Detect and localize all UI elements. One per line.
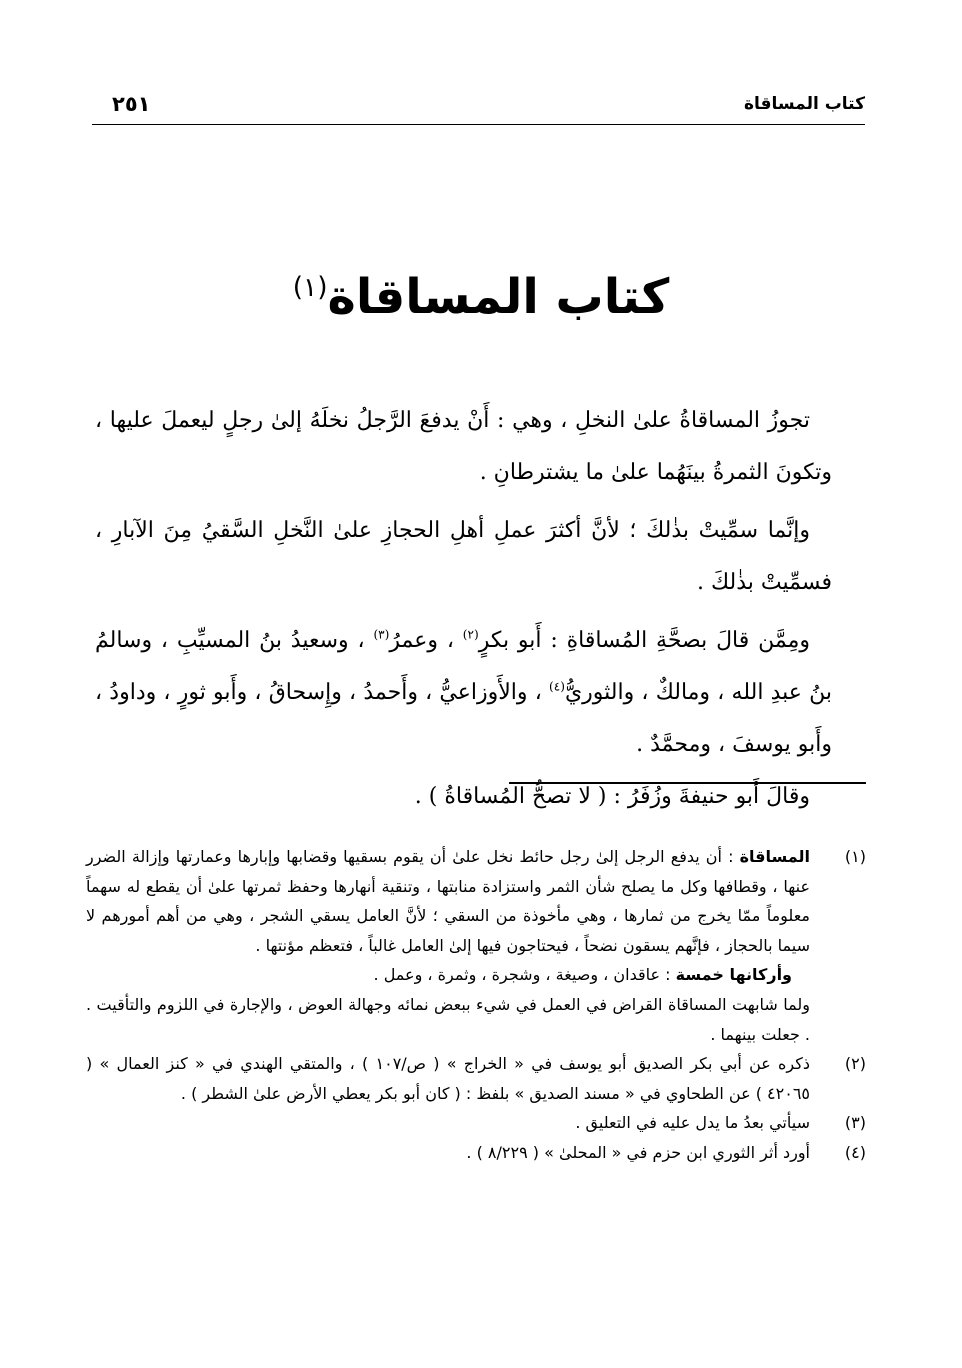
comparison-text: ولما شابهت المساقاة القراض في العمل في شيء ببعض نمائه وجهالة العوض ، والإجارة في اللزوم والتأقيت . . جعلت بينهما . [86,994,810,1044]
footnote-3 [86,1108,866,1138]
running-header [92,84,865,125]
page-number: ٢٥١ [112,92,151,116]
footnote-ref-3: (٣) [373,627,390,642]
supporters-text-c: ، وسعيدُ بنُ المسيِّبِ ، وسالمُ بنُ عبدِ الله ، ومالكٌ ، والثوريُّ [95,628,832,705]
footnote-term: المساقاة [739,847,810,866]
footnote-number: (٣) [844,1113,866,1133]
paragraph-supporters [95,615,832,771]
footnote-number: (٢) [844,1054,866,1074]
footnote-ref-4: (٤) [549,679,565,694]
paragraph-naming: وإنَّما سمِّيتْ بذٰلكَ ؛ لأنَّ أكثرَ عملِ أهلِ الحجازِ علىٰ النَّخلِ السَّقيُ مِنَ الآبارِ ، فسمِّيتْ بذٰلكَ . [95,518,832,595]
footnote-text: أورد أثر الثوري ابن حزم في « المحلىٰ » ( ٨/٢٢٩ ) . [466,1142,810,1162]
footnote-number: (١) [844,847,866,866]
paragraph-definition: تجوزُ المساقاةُ علىٰ النخلِ ، وهي : أَنْ يدفعَ الرَّجلُ نخلَهُ إلىٰ رجلٍ ليعملَ عليها ، وتكونَ الثمرةُ بينَهُما علىٰ ما يشترطانِ . [95,408,832,485]
footnote-text: سيأتي بعدُ ما يدل عليه في التعليق . [575,1113,810,1133]
footnote-number: (٤) [844,1142,866,1162]
footnote-text: : أن يدفع الرجل إلىٰ رجل حائط نخل علىٰ أن يقوم بسقيها وقضابها وإبارها وعمارتها وإزالة الضرر عنها ، وقطافها وكل ما يصلح شأن الثمر واستزادة منابتها ، وتنقية أنهارها وحفظ ثمرتها علىٰ أن يقطع له سهماً معلوماً ممّا يخرج من ثمارها ، وهي مأخوذة من السقي ؛ لأنَّ العامل يسقي الشجر ، وهي من أهم أمورهم لا سيما بالحجاز ، فإنَّهم يسقون نضحاً ، فيحتاجون فيها إلىٰ العامل غالباً ، فتعظم مؤنتها . [86,847,810,955]
footnote-1-pillars [86,960,866,990]
chapter-title-text: كتاب المساقاة [327,269,670,325]
main-body [95,395,832,829]
footnote-4 [86,1138,866,1168]
supporters-text-b: ، وعمرُ [389,628,463,653]
running-title: كتاب المساقاة [743,94,865,114]
footnote-ref-2: (٢) [462,627,479,642]
footnote-text: ذكره عن أبي بكر الصديق أبو يوسف في « الخراج » ( ص/١٠٧ ) ، والمتقي الهندي في « كنز العمال » ( ٤٢٠٦٥ ) عن الطحاوي في « مسند الصديق » بلفظ : ( كان أبو بكر يعطي الأرض علىٰ الشطر ) . [86,1054,811,1103]
paragraph-opponents: وقالَ أَبو حنيفةَ وزُفَرُ : ( لا تصحُّ المُساقاةُ ) . [414,784,810,809]
chapter-title [100,262,862,332]
footnote-2 [86,1049,866,1108]
footnote-1 [86,842,866,960]
footnote-separator [509,782,866,784]
supporters-text-d: ، والأَوزاعيُّ ، وأَحمدُ ، وإِسحاقُ ، وأَبو ثورٍ ، وداودُ ، وأَبو يوسفَ ، ومحمَّدٌ . [95,680,832,757]
pillars-text: : عاقدان ، وصيغة ، وشجرة ، وثمرة ، وعمل . [373,965,676,985]
supporters-text-a: ومِمَّن قالَ بصحَّةِ المُساقاةِ : أَبو بكرٍ [478,628,810,653]
footnote-ref-1: (١) [292,272,328,303]
footnotes [86,842,866,1168]
pillars-term: وأركانها خمسة [675,965,792,985]
footnote-1-comparison [86,990,866,1049]
